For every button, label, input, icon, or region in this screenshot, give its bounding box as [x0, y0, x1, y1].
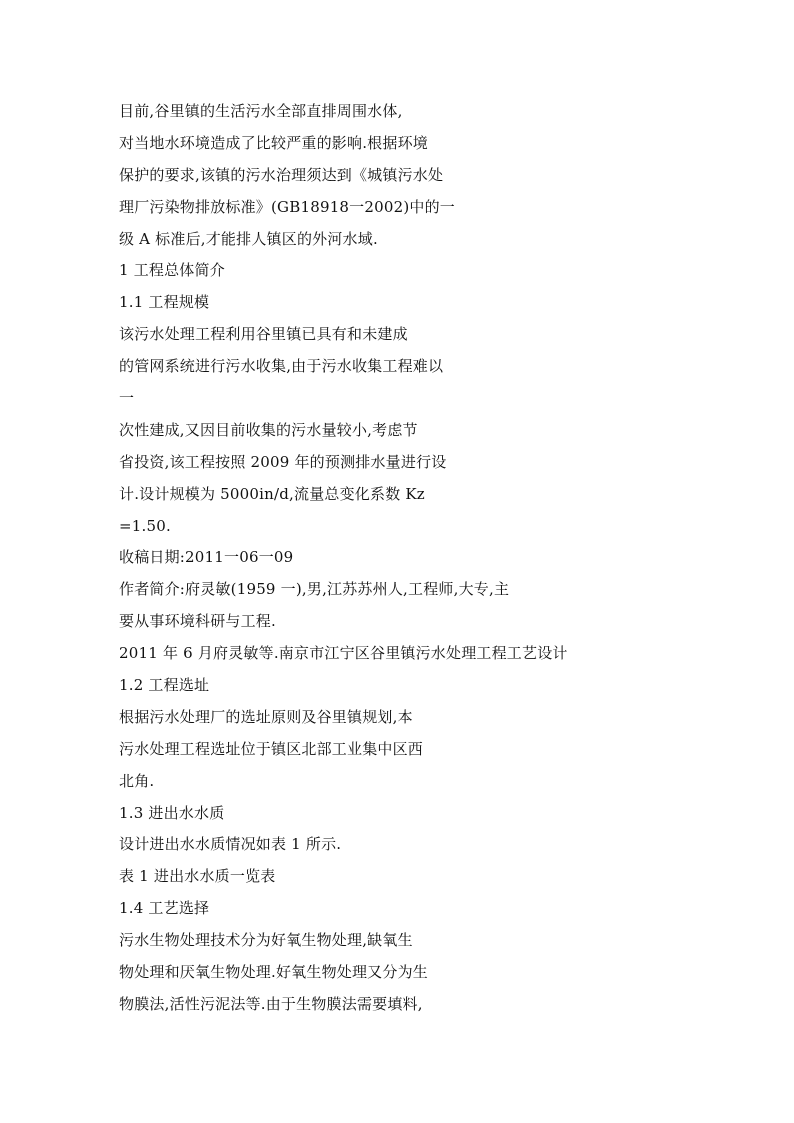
text-line: =1.50. — [119, 516, 171, 535]
text-line: 物处理和厌氧生物处理.好氧生物处理又分为生 — [119, 963, 428, 982]
text-line: 保护的要求,该镇的污水治理须达到《城镇污水处 — [119, 165, 444, 184]
author-bio: 作者简介:府灵敏(1959 一),男,江苏苏州人,工程师,大专,主 — [119, 580, 510, 599]
subsection-heading: 1.3 进出水水质 — [119, 803, 225, 822]
text-line: 的管网系统进行污水收集,由于污水收集工程难以 — [119, 357, 444, 376]
section-heading: 1 工程总体简介 — [119, 261, 225, 280]
text-line: 物膜法,活性污泥法等.由于生物膜法需要填料, — [119, 994, 423, 1013]
text-line: 理厂污染物排放标准》(GB18918一2002)中的一 — [119, 197, 456, 216]
text-line: 北角. — [119, 771, 155, 790]
text-line: 目前,谷里镇的生活污水全部直排周围水体, — [119, 102, 403, 120]
text-line: 级 A 标准后,才能排人镇区的外河水域. — [119, 229, 378, 248]
text-line: 该污水处理工程利用谷里镇已具有和未建成 — [119, 325, 408, 344]
text-line: 设计进出水水质情况如表 1 所示. — [119, 835, 342, 854]
text-line: 污水生物处理技术分为好氧生物处理,缺氧生 — [119, 931, 413, 950]
subsection-heading: 1.4 工艺选择 — [119, 899, 210, 918]
table-caption: 表 1 进出水水质一览表 — [119, 867, 276, 886]
text-line: 省投资,该工程按照 2009 年的预测排水量进行设 — [119, 452, 447, 471]
running-header: 2011 年 6 月府灵敏等.南京市江宁区谷里镇污水处理工程工艺设计 — [119, 644, 568, 663]
text-line: 次性建成,又因目前收集的污水量较小,考虑节 — [119, 420, 418, 439]
text-line: 一 — [119, 389, 135, 408]
text-line: 对当地水环境造成了比较严重的影响.根据环境 — [119, 133, 428, 152]
text-line: 污水处理工程选址位于镇区北部工业集中区西 — [119, 739, 424, 758]
document-body — [119, 96, 759, 1021]
author-bio: 要从事环境科研与工程. — [119, 612, 276, 631]
received-date: 收稿日期:2011一06一09 — [119, 548, 294, 567]
text-line: 根据污水处理厂的选址原则及谷里镇规划,本 — [119, 707, 413, 726]
subsection-heading: 1.2 工程选址 — [119, 676, 210, 695]
text-line: 计.设计规模为 5000in/d,流量总变化系数 Kz — [119, 484, 425, 503]
subsection-heading: 1.1 工程规模 — [119, 293, 210, 312]
